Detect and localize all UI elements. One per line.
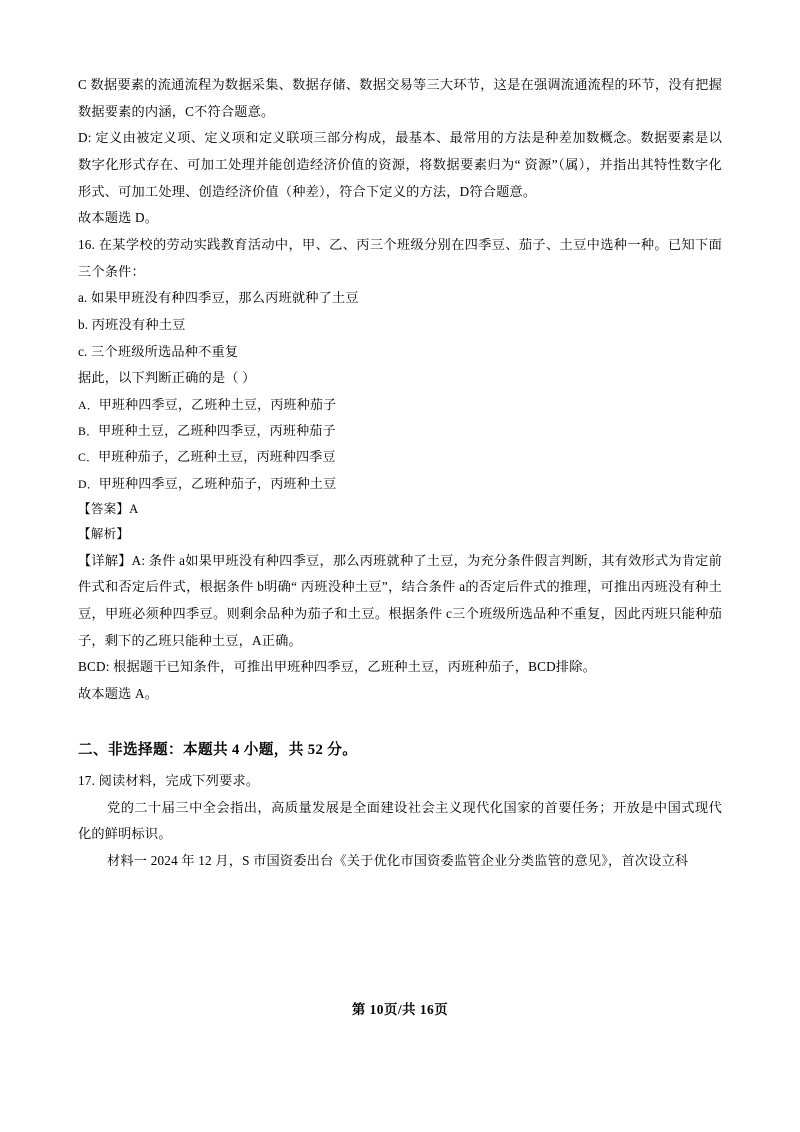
option-marker-d: D． [78, 476, 99, 491]
option-marker-a: A． [78, 397, 99, 412]
document-body [78, 72, 722, 875]
paragraph-option-c-analysis: C 数据要素的流通流程为数据采集、数据存储、数据交易等三大环节，这是在强调流通流程的环节，没有把握数据要素的内涵，C不符合题意。 [78, 77, 722, 119]
question-16-prompt: 据此，以下判断正确的是（ ） [78, 370, 256, 386]
question-17-material-one: 材料一 2024 年 12 月，S 市国资委出台《关于优化市国资委监管企业分类监管的意见》，首次设立科 [107, 853, 689, 869]
explanation-label: 【解析】 [78, 527, 130, 542]
paragraph-option-d-analysis: D: 定义由被定义项、定义项和定义联项三部分构成，最基本、最常用的方法是种差加数概念。数据要素是以数字化形式存在、可加工处理并能创造经济价值的资源，将数据要素归为“ 资源”（属），并指出其特性数字化形式、可加工处理、创造经济价值（种差），符合下定义的方法，D符合题意。 [78, 130, 722, 199]
answer-label: 【答案】A [78, 501, 139, 516]
condition-b: b. 丙班没有种土豆 [78, 316, 186, 332]
page-footer: 第 10页/共 16页 [351, 1002, 449, 1017]
question-16-option-b [78, 418, 722, 444]
condition-a: a. 如果甲班没有种四季豆，那么丙班就种了土豆 [78, 290, 359, 306]
option-text-b: 甲班种土豆，乙班种四季豆，丙班种茄子 [98, 423, 336, 439]
question-17-number: 17. 阅读材料，完成下列要求。 [78, 773, 260, 789]
detailed-explanation-a: 【详解】A: 条件 a如果甲班没有种四季豆，那么丙班就种了土豆，为充分条件假言判断，其有效形式为肯定前件式和否定后件式，根据条件 b明确“ 丙班没种土豆”，结合条件 a的否定后件式的推理，可推出丙班没有种土豆，甲班必须种四季豆。则剩余品种为茄子和土豆。根据条件 c三个班级所选品种不重复，因此丙班只能种茄子，剩下的乙班只能种土豆，A正确。 [78, 552, 722, 648]
answer-conclusion: 故本题选 A。 [78, 686, 159, 702]
question-17-intro: 党的二十届三中全会指出，高质量发展是全面建设社会主义现代化国家的首要任务；开放是中国式现代化的鲜明标识。 [78, 799, 722, 842]
option-text-c: 甲班种茄子，乙班种土豆，丙班种四季豆 [98, 449, 336, 465]
condition-c: c. 三个班级所选品种不重复 [78, 343, 239, 359]
option-marker-c: C． [78, 450, 99, 465]
section-heading-non-choice: 二、非选择题：本题共 4 小题，共 52 分。 [78, 741, 358, 758]
question-16-stem: 16. 在某学校的劳动实践教育活动中，甲、乙、丙三个班级分别在四季豆、茄子、土豆中选种一种。已知下面三个条件： [78, 236, 722, 279]
question-16-option-a [78, 392, 722, 418]
option-text-d: 甲班种四季豆，乙班种茄子，丙班种土豆 [98, 475, 337, 491]
question-16-option-c [78, 444, 722, 470]
option-text-a: 甲班种四季豆，乙班种土豆，丙班种茄子 [98, 396, 337, 412]
detailed-explanation-bcd: BCD: 根据题干已知条件，可推出甲班种四季豆，乙班种土豆，丙班种茄子，BCD排除。 [78, 659, 596, 675]
option-marker-b: B． [78, 424, 99, 439]
paragraph-answer-d: 故本题选 D。 [78, 210, 159, 226]
question-16-option-d [78, 471, 722, 497]
